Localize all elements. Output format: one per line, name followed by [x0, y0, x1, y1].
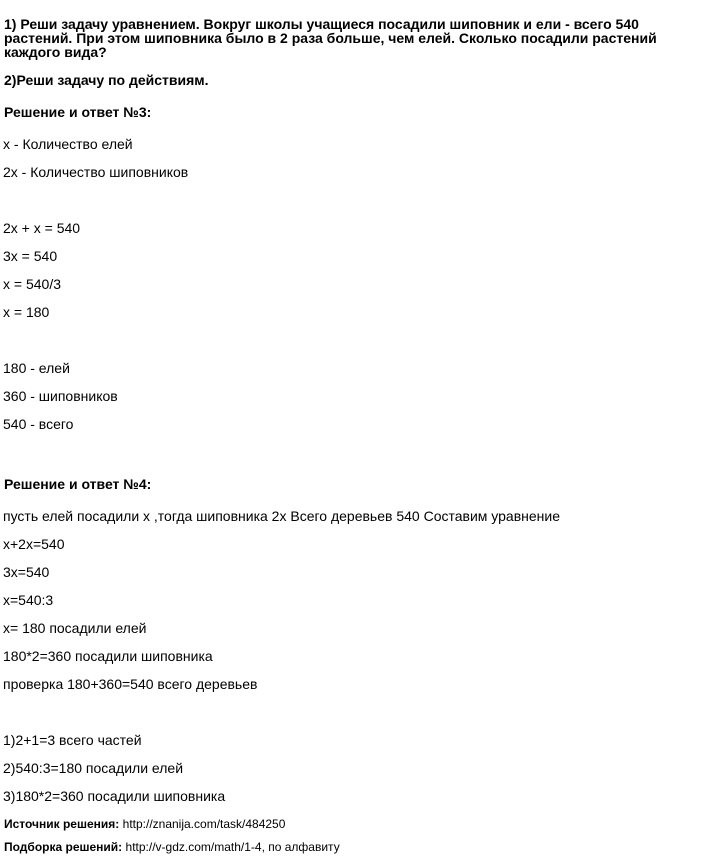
solution-4-heading: Решение и ответ №4: [4, 476, 152, 492]
solution-4-line: х= 180 посадили елей [3, 620, 147, 636]
collection-label: Подборка решений: [4, 840, 123, 854]
solution-4-line: 180*2=360 посадили шиповника [3, 648, 213, 664]
collection-url[interactable]: http://v-gdz.com/math/1-4, по алфавиту [125, 840, 340, 854]
solution-3-heading: Решение и ответ №3: [4, 104, 152, 120]
solution-3-line: 2x + x = 540 [3, 220, 81, 236]
task-line: 1) Реши задачу уравнением. Вокруг школы учащиеся посадили шиповник и ели - всего 540 [4, 16, 639, 32]
source-url[interactable]: http://znanija.com/task/484250 [122, 817, 286, 831]
task-statement [4, 17, 694, 59]
solution-3-line: 180 - елей [3, 360, 70, 376]
solution-4-line: х+2х=540 [3, 536, 65, 552]
solution-4-line: пусть елей посадили х ,тогда шиповника 2х Всего деревьев 540 Составим уравнение [3, 508, 560, 524]
solution-4-line: 1)2+1=3 всего частей [3, 732, 142, 748]
solution-3-line: x = 540/3 [3, 276, 61, 292]
collection-line [4, 840, 340, 854]
source-line [4, 817, 285, 831]
task-line: каждого вида? [4, 44, 107, 60]
solution-4-line: 3х=540 [3, 564, 50, 580]
solution-4-line: 2)540:3=180 посадили елей [3, 760, 184, 776]
solution-3-line: 2x - Количество шиповников [3, 164, 189, 180]
solution-4-line: х=540:3 [3, 592, 54, 608]
task-line: растений. При этом шиповника было в 2 раза больше, чем елей. Сколько посадили растений [4, 30, 657, 46]
solution-3-line: x - Количество елей [3, 136, 133, 152]
solution-3-line: 540 - всего [3, 416, 74, 432]
source-label: Источник решения: [4, 817, 120, 831]
solution-4-line: 3)180*2=360 посадили шиповника [3, 788, 226, 804]
solution-4-line: проверка 180+360=540 всего деревьев [3, 676, 258, 692]
solution-3-line: x = 180 [3, 304, 50, 320]
task-part-2: 2)Реши задачу по действиям. [4, 72, 209, 88]
solution-3-line: 3x = 540 [3, 248, 58, 264]
solution-3-line: 360 - шиповников [3, 388, 118, 404]
